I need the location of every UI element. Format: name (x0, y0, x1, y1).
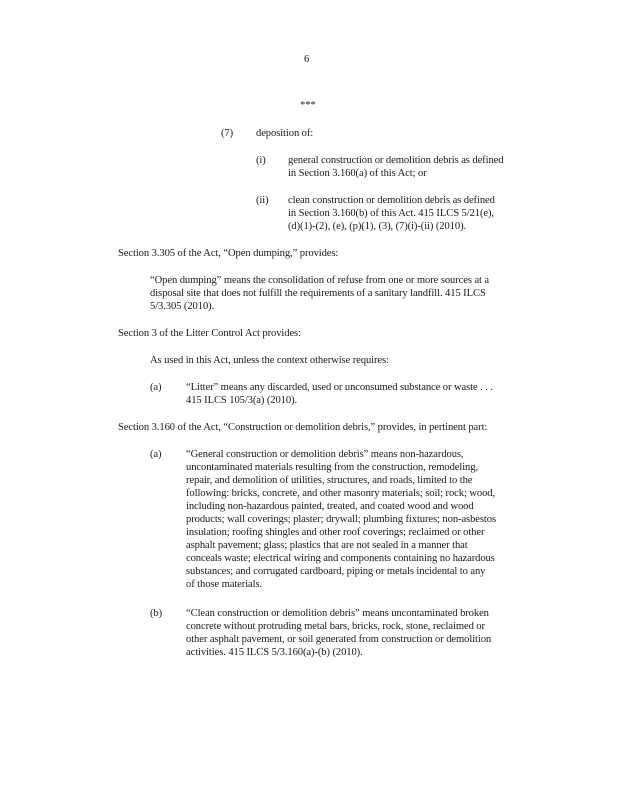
item-7-i-number: (i) (256, 155, 266, 166)
section-3160-a-line: repair, and demolition of utilities, structures, and roads, limited to the (186, 475, 473, 486)
section-3160-a-line: including non-hazardous painted, treated, and coated wood and wood (186, 501, 474, 512)
section-3305-quote-line: 5/3.305 (2010). (150, 301, 215, 312)
section-3305-quote-line: “Open dumping” means the consolidation of refuse from one or more sources at a (150, 275, 490, 286)
ellipsis-marker: *** (300, 100, 316, 111)
section-3160-a-line: “General construction or demolition debris” means non-hazardous, (186, 449, 464, 460)
section-3160-b-line: other asphalt pavement, or soil generated from construction or demolition (186, 634, 492, 645)
item-7-ii-line: clean construction or demolition debris as defined (288, 195, 495, 206)
section-3160-a-line: insulation; roofing shingles and other roof coverings; reclaimed or other (186, 527, 485, 538)
litter-a-line: 415 ILCS 105/3(a) (2010). (186, 395, 298, 406)
section-3160-a-line: conceals waste; electrical wiring and components containing no hazardous (186, 553, 495, 564)
section-3160-a-line: products; wall coverings; plaster; drywall; plumbing fixtures; non-asbestos (186, 514, 496, 525)
section-3160-b-line: concrete without protruding metal bars, bricks, rock, stone, reclaimed or (186, 621, 485, 632)
item-7-ii-line: (d)(1)-(2), (e), (p)(1), (3), (7)(i)-(ii) (2010). (288, 221, 467, 232)
section-3160-a-line: of those materials. (186, 579, 263, 590)
item-7-text: deposition of: (256, 128, 314, 139)
section-3160-a-line: substances; and corrugated cardboard, piping or metals incidental to any (186, 566, 486, 577)
section-3305-intro: Section 3.305 of the Act, “Open dumping,” provides: (118, 248, 339, 259)
section-3160-a-number: (a) (150, 449, 162, 460)
section-3160-b-line: “Clean construction or demolition debris” means uncontaminated broken (186, 608, 489, 619)
item-7-i-line: in Section 3.160(a) of this Act; or (288, 168, 427, 179)
section-3160-b-number: (b) (150, 608, 163, 619)
page-number: 6 (304, 54, 310, 65)
section-3305-quote-line: disposal site that does not fulfill the requirements of a sanitary landfill. 415 ILCS (150, 288, 486, 299)
section-3160-a-line: following: bricks, concrete, and other masonry materials; soil; rock; wood, (186, 488, 496, 499)
item-7-ii-line: in Section 3.160(b) of this Act. 415 ILCS 5/21(e), (288, 208, 494, 219)
section-3160-a-line: asphalt pavement; glass; plastics that are not sealed in a manner that (186, 540, 468, 551)
item-7-ii-number: (ii) (256, 195, 269, 206)
litter-act-as-used: As used in this Act, unless the context otherwise requires: (150, 355, 389, 366)
section-3160-intro: Section 3.160 of the Act, “Construction or demolition debris,” provides, in pertinent part: (118, 422, 488, 433)
section-3160-b-line: activities. 415 ILCS 5/3.160(a)-(b) (2010). (186, 647, 363, 658)
litter-a-line: “Litter” means any discarded, used or unconsumed substance or waste . . . (186, 382, 493, 393)
item-7-i-line: general construction or demolition debris as defined (288, 155, 504, 166)
litter-act-intro: Section 3 of the Litter Control Act provides: (118, 328, 301, 339)
litter-a-number: (a) (150, 382, 162, 393)
section-3160-a-line: uncontaminated materials resulting from the construction, remodeling, (186, 462, 478, 473)
item-7-number: (7) (221, 128, 234, 139)
